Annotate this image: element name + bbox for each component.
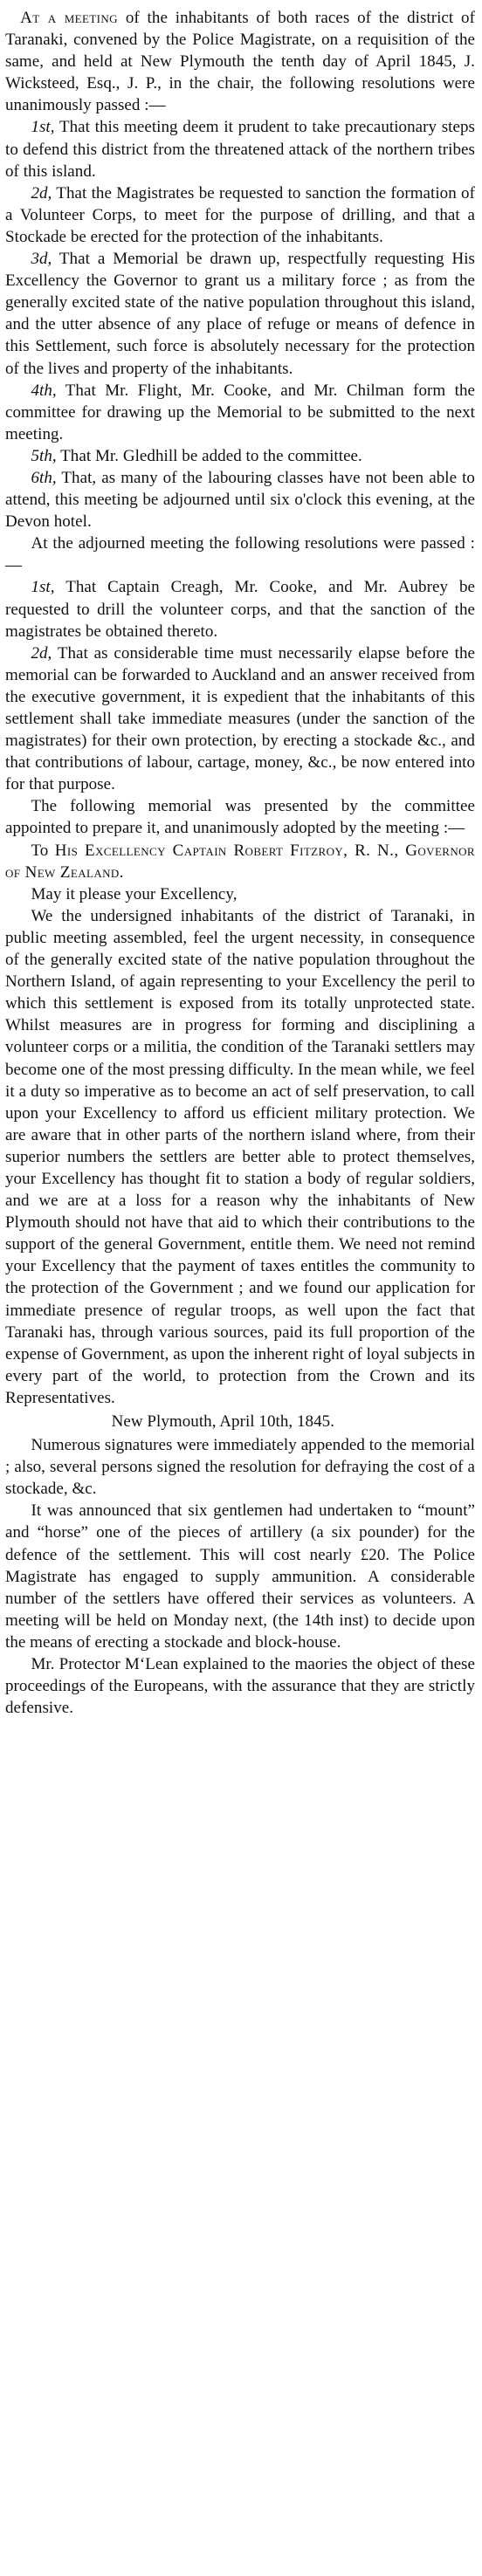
resolution-2 [5, 182, 475, 248]
resolution-1 [5, 116, 475, 182]
memorial-salutation: May it please your Excellency, [31, 884, 238, 903]
resolution-text: That a Memorial be drawn up, respectfully requesting His Excellency the Governor to grant us a military force ; as from the generally excited state of the native population throughout this island, and the utter absence of any place of refuge or means of defence in this Settlement, such force is absolutely necessary for the protection of the lives and property of the inhabitants. [5, 250, 475, 378]
closing-paragraph-3: Mr. Protector M‘Lean explained to the maories the object of these proceedings of the Europeans, with the assurance that they are strictly defensive. [5, 1655, 475, 1718]
resolution-ordinal: 2d, [31, 643, 52, 663]
memorial-addressee: His Excellency Captain Robert Fitzroy, R. N., Governor of New Zealand. [5, 841, 475, 882]
resolution-ordinal: 3d, [31, 250, 52, 269]
resolution-ordinal: 6th, [31, 468, 57, 487]
closing-paragraph-1: Numerous signatures were immediately appended to the memorial ; also, several persons signed the resolution for defraying the cost of a stockade, &c. [5, 1436, 475, 1499]
resolution-text: That as considerable time must necessarily elapse before the memorial can be forwarded to Auckland and an answer received from the executive government, it is expedient that the inhabitants of this settlement shall take immediate measures (under the sanction of the magistrates) for their own protection, by erecting a stockade &c., and that contributions of labour, cartage, money, &c., be now entered into for that purpose. [5, 643, 475, 794]
resolution-5 [5, 445, 475, 467]
opening-lead: At a meeting [20, 9, 118, 27]
resolution-ordinal: 1st, [31, 118, 55, 137]
resolution-4 [5, 380, 475, 445]
memorial-body: We the undersigned inhabitants of the district of Taranaki, in public meeting assembled, feel the urgent necessity, in consequence of the generally excited state of the native population throughout the Northern Island, of again representing to your Excellency the peril to which this settlement is exposed from its totally unprotected state. Whilst measures are in progress for forming and disciplining a volunteer corps or a militia, the condition of the Taranaki settlers may become one of the most pressing difficulty. In the mean while, we feel it a duty so imperative as to become an act of self preservation, to call upon your Excellency to afford us efficient military protection. We are aware that in other parts of the northern island where, from their superior numbers the settlers are better able to protect themselves, your Excellency has thought fit to station a body of regular soldiers, and we are at a loss for a reason why the inhabitants of New Plymouth should not have that aid to which their contributions to the support of the general Government, entitle them. We need not remind your Excellency that the payment of taxes entitles the community to the protection of the Government ; and we found our application for immediate presence of regular troops, as well upon the fact that Taranaki has, through various sources, paid its full proportion of the expense of Government, as upon the inherent right of loyal subjects in every part of the world, to protection from the Crown and its Representatives. [5, 906, 475, 1407]
memorial-dateline: New Plymouth, April 10th, 1845. [111, 1412, 335, 1431]
memorial-address-to: To [31, 841, 49, 860]
resolution-text: That, as many of the labouring classes have not been able to attend, this meeting be adjourned until six o'clock this evening, at the Devon hotel. [5, 468, 475, 532]
memorial-address [5, 840, 475, 883]
closing-paragraph-2: It was announced that six gentlemen had undertaken to “mount” and “horse” one of the pieces of artillery (a six pounder) for the defence of the settlement. This will cost nearly £20. The Police Magistrate has engaged to supply ammunition. A considerable number of the settlers have offered their services as volunteers. A meeting will be held on Monday next, (the 14th inst) to decide upon the means of erecting a stockade and block-house. [5, 1501, 475, 1652]
resolution-ordinal: 1st, [31, 578, 55, 597]
resolution-3 [5, 248, 475, 380]
resolution-text: That Mr. Gledhill be added to the committee. [60, 446, 362, 465]
adjourned-resolution-1 [5, 576, 475, 642]
resolution-6 [5, 467, 475, 532]
resolution-ordinal: 2d, [31, 183, 52, 203]
resolution-text: That Captain Creagh, Mr. Cooke, and Mr. Aubrey be requested to drill the volunteer corps, and that the sanction of the magistrates be obtained thereto. [5, 578, 475, 641]
resolution-text: That Mr. Flight, Mr. Cooke, and Mr. Chilman form the committee for drawing up the Memorial to be submitted to the next meeting. [5, 381, 475, 443]
opening-paragraph [5, 7, 475, 116]
adjourned-resolution-2 [5, 642, 475, 796]
memorial-intro: The following memorial was presented by the committee appointed to prepare it, and unanimously adopted by the meeting :— [5, 797, 475, 838]
resolution-ordinal: 5th, [31, 446, 57, 465]
opening-text: of the inhabitants of both races of the district of Taranaki, convened by the Police Magistrate, on a requisition of the same, and held at New Plymouth the tenth day of April 1845, J. Wicksteed, Esq., J. P., in the chair, the following resolutions were unanimously passed :— [5, 9, 475, 115]
resolution-ordinal: 4th, [31, 381, 57, 400]
resolution-text: That the Magistrates be requested to sanction the formation of a Volunteer Corps, to meet for the purpose of drilling, and that a Stockade be erected for the protection of the inhabitants. [5, 183, 475, 246]
resolution-text: That this meeting deem it prudent to take precautionary steps to defend this district from the threatened attack of the northern tribes of this island. [5, 118, 475, 181]
adjourned-meeting-intro: At the adjourned meeting the following resolutions were passed :— [5, 534, 475, 575]
